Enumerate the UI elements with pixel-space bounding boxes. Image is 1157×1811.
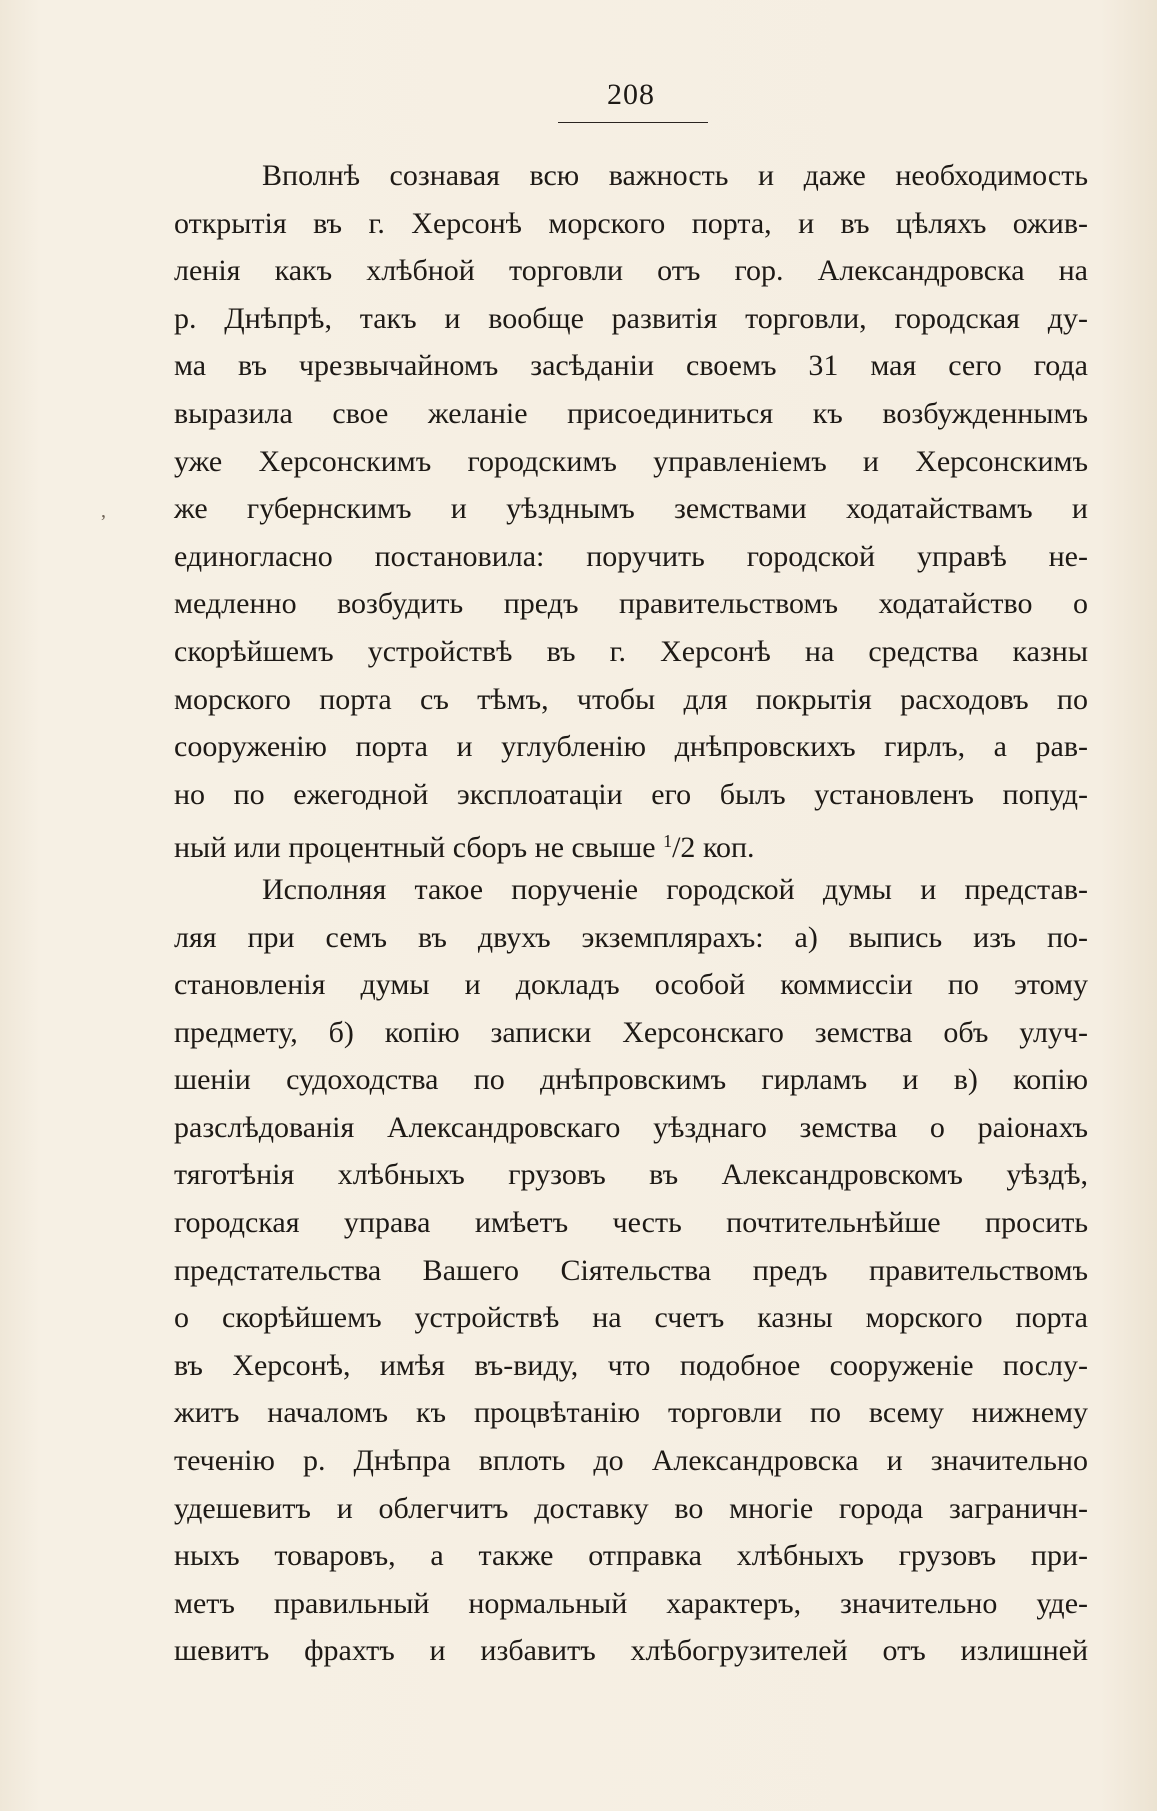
page-number: 208 [607,78,655,111]
text-line: теченію р. Днѣпра вплоть до Александровска и значительно [174,1444,1088,1478]
text-segment: ный или процентный сборъ не свыше [174,831,664,865]
text-line-last [174,818,1088,866]
text-line: предмету, б) копію записки Херсонскаго земства объ улуч- [174,1015,1088,1049]
text-line: шеніи судоходства по днѣпровскимъ гирламъ и в) копію [174,1063,1088,1097]
fraction-denominator: /2 [672,831,696,865]
text-line: въ Херсонѣ, имѣя въ-виду, что подобное сооруженіе послу- [174,1348,1088,1382]
text-line: ляя при семъ въ двухъ экземплярахъ: а) выпись изъ по- [174,920,1088,954]
text-line: открытія въ г. Херсонѣ морского порта, и въ цѣляхъ ожив- [174,206,1088,240]
text-line: ныхъ товаровъ, а также отправка хлѣбныхъ грузовъ при- [174,1539,1088,1573]
text-line: сооруженію порта и углубленію днѣпровскихъ гирлъ, а рав- [174,730,1088,764]
fraction-numerator: 1 [663,831,673,852]
text-line: удешевитъ и облегчитъ доставку во многіе города заграничн- [174,1491,1088,1525]
text-line: уже Херсонскимъ городскимъ управленіемъ и Херсонскимъ [174,444,1088,478]
text-line: о скорѣйшемъ устройствѣ на счетъ казны морского порта [174,1301,1088,1335]
text-line: единогласно постановила: поручить городской управѣ не- [174,539,1088,573]
text-line: Вполнѣ сознавая всю важность и даже необходимость [262,159,1088,192]
text-line: метъ правильный нормальный характеръ, значительно уде- [174,1586,1088,1620]
text-line: ленія какъ хлѣбной торговли отъ гор. Александровска на [174,254,1088,288]
paragraph-1 [174,152,1088,866]
page-number-rule [558,122,708,123]
text-line: выразила свое желаніе присоединиться къ возбужденнымъ [174,396,1088,430]
text-line: предстательства Вашего Сіятельства предъ правительствомъ [174,1253,1088,1287]
text-line: становленія думы и докладъ особой коммиссіи по этому [174,968,1088,1002]
text-line: ма въ чрезвычайномъ засѣданіи своемъ 31 мая сего года [174,349,1088,383]
margin-mark: ‚ [100,500,107,522]
text-line: но по ежегодной эксплоатаціи его былъ установленъ попуд- [174,777,1088,811]
text-line: же губернскимъ и уѣзднымъ земствами ходатайствамъ и [174,492,1088,526]
text-line: разслѣдованія Александровскаго уѣзднаго земства о раіонахъ [174,1110,1088,1144]
text-line: тяготѣнія хлѣбныхъ грузовъ въ Александровскомъ уѣздѣ, [174,1158,1088,1192]
paragraph-2 [174,866,1088,1675]
text-line: житъ началомъ къ процвѣтанію торговли по всему нижнему [174,1396,1088,1430]
text-line: скорѣйшемъ устройствѣ въ г. Херсонѣ на средства казны [174,634,1088,668]
text-line: городская управа имѣетъ честь почтительнѣйше просить [174,1206,1088,1240]
text-line: р. Днѣпрѣ, такъ и вообще развитія торговли, городская ду- [174,301,1088,335]
text-line: Исполняя такое порученіе городской думы и представ- [262,872,1088,906]
body-text [174,152,1088,1675]
text-segment: коп. [695,831,755,865]
text-line: шевитъ фрахтъ и избавитъ хлѣбогрузителей отъ излишней [174,1634,1088,1668]
text-line: медленно возбудить предъ правительствомъ ходатайство о [174,587,1088,621]
text-line: морского порта съ тѣмъ, чтобы для покрытія расходовъ по [174,682,1088,716]
